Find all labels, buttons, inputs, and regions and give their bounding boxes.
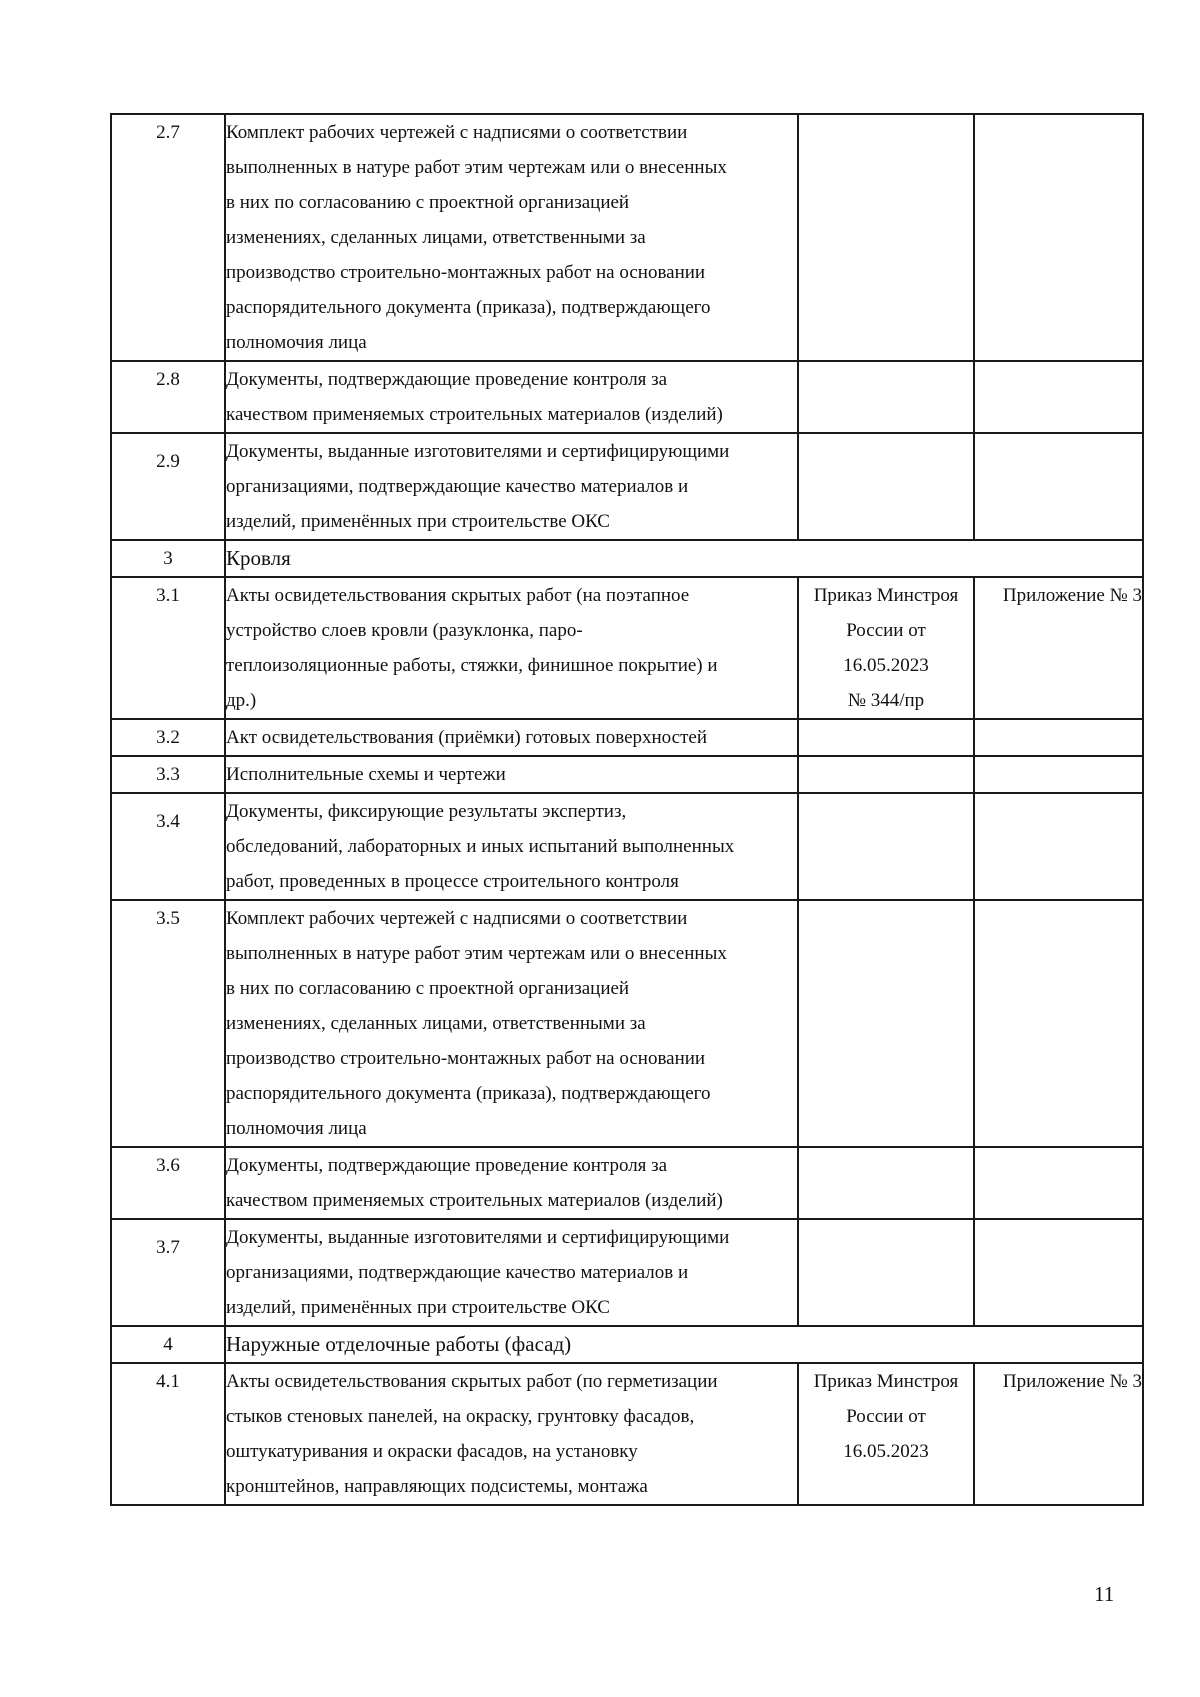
- regulation-line: России от: [846, 1406, 926, 1427]
- description-line: изделий, применённых при строительстве ОКС: [226, 511, 610, 532]
- regulation-reference: [798, 1147, 974, 1219]
- regulation-reference: [798, 793, 974, 900]
- description-line: производство строительно-монтажных работ на основании: [226, 262, 706, 283]
- document-description: [225, 900, 798, 1147]
- row-number: 2.9: [111, 433, 225, 540]
- document-description: [225, 1147, 798, 1219]
- table-row: [111, 433, 1143, 540]
- description-line: кронштейнов, направляющих подсистемы, монтажа: [226, 1476, 648, 1497]
- document-description: [225, 1219, 798, 1326]
- description-line: выполненных в натуре работ этим чертежам или о внесенных: [226, 157, 727, 178]
- document-description: [225, 577, 798, 719]
- row-number: 3.5: [111, 900, 225, 1147]
- regulation-reference: [798, 900, 974, 1147]
- section-title: Кровля: [225, 540, 1143, 577]
- description-line: распорядительного документа (приказа), подтверждающего: [226, 1083, 711, 1104]
- description-line: Акт освидетельствования (приёмки) готовых поверхностей: [226, 727, 707, 748]
- row-number: 3.2: [111, 719, 225, 756]
- section-title: Наружные отделочные работы (фасад): [225, 1326, 1143, 1363]
- appendix-reference: [974, 793, 1143, 900]
- table-row: [111, 114, 1143, 361]
- table-row: [111, 1219, 1143, 1326]
- row-number: 3.6: [111, 1147, 225, 1219]
- description-line: Документы, подтверждающие проведение контроля за: [226, 1155, 668, 1176]
- description-line: изменениях, сделанных лицами, ответственными за: [226, 1013, 646, 1034]
- row-number: 2.8: [111, 361, 225, 433]
- row-number: 4: [111, 1326, 225, 1363]
- table-row: [111, 540, 1143, 577]
- description-line: организациями, подтверждающие качество материалов и: [226, 476, 689, 497]
- regulation-line: Приказ Минстроя: [813, 585, 959, 606]
- row-number: 3.4: [111, 793, 225, 900]
- description-line: работ, проведенных в процессе строительного контроля: [226, 871, 679, 892]
- document-description: [225, 1363, 798, 1505]
- description-line: организациями, подтверждающие качество материалов и: [226, 1262, 689, 1283]
- regulation-reference: [798, 114, 974, 361]
- table-row: [111, 1326, 1143, 1363]
- description-line: Комплект рабочих чертежей с надписями о соответствии: [226, 122, 688, 143]
- appendix-reference: [974, 433, 1143, 540]
- document-description: [225, 793, 798, 900]
- appendix-reference: Приложение № 3: [974, 577, 1143, 719]
- description-line: Исполнительные схемы и чертежи: [226, 764, 506, 785]
- description-line: Документы, фиксирующие результаты экспертиз,: [226, 801, 627, 822]
- description-line: теплоизоляционные работы, стяжки, финишное покрытие) и: [226, 655, 718, 676]
- document-description: [225, 114, 798, 361]
- row-number: 3: [111, 540, 225, 577]
- regulation-line: № 344/пр: [847, 690, 925, 711]
- description-line: Комплект рабочих чертежей с надписями о соответствии: [226, 908, 688, 929]
- description-line: Документы, подтверждающие проведение контроля за: [226, 369, 668, 390]
- document-description: [225, 756, 798, 793]
- appendix-reference: [974, 900, 1143, 1147]
- row-number: 4.1: [111, 1363, 225, 1505]
- description-line: обследований, лабораторных и иных испытаний выполненных: [226, 836, 735, 857]
- table-row: [111, 756, 1143, 793]
- document-description: [225, 433, 798, 540]
- description-line: полномочия лица: [226, 1118, 367, 1139]
- description-line: др.): [226, 690, 257, 711]
- description-line: Документы, выданные изготовителями и сертифицирующими: [226, 1227, 730, 1248]
- row-number: 3.1: [111, 577, 225, 719]
- table-row: [111, 361, 1143, 433]
- regulation-reference: [798, 1363, 974, 1505]
- regulation-reference: [798, 433, 974, 540]
- description-line: качеством применяемых строительных материалов (изделий): [226, 404, 723, 425]
- document-description: [225, 719, 798, 756]
- description-line: Акты освидетельствования скрытых работ (на поэтапное: [226, 585, 690, 606]
- regulation-line: Приказ Минстроя: [813, 1371, 959, 1392]
- description-line: в них по согласованию с проектной организацией: [226, 192, 630, 213]
- appendix-reference: [974, 114, 1143, 361]
- table-row: [111, 1147, 1143, 1219]
- description-line: в них по согласованию с проектной организацией: [226, 978, 630, 999]
- description-line: производство строительно-монтажных работ на основании: [226, 1048, 706, 1069]
- regulation-reference: [798, 756, 974, 793]
- appendix-reference: [974, 756, 1143, 793]
- regulation-reference: [798, 361, 974, 433]
- table-row: [111, 719, 1143, 756]
- regulation-line: 16.05.2023: [843, 1441, 929, 1462]
- description-line: качеством применяемых строительных материалов (изделий): [226, 1190, 723, 1211]
- regulation-line: 16.05.2023: [843, 655, 929, 676]
- regulation-reference: [798, 577, 974, 719]
- description-line: полномочия лица: [226, 332, 367, 353]
- appendix-reference: Приложение № 3: [974, 1363, 1143, 1505]
- page-number: 11: [1094, 1582, 1115, 1606]
- appendix-reference: [974, 719, 1143, 756]
- description-line: изменениях, сделанных лицами, ответственными за: [226, 227, 646, 248]
- table-row: [111, 793, 1143, 900]
- row-number: 3.3: [111, 756, 225, 793]
- description-line: оштукатуривания и окраски фасадов, на установку: [226, 1441, 638, 1462]
- description-line: Документы, выданные изготовителями и сертифицирующими: [226, 441, 730, 462]
- appendix-reference: [974, 1219, 1143, 1326]
- appendix-reference: [974, 361, 1143, 433]
- description-line: Акты освидетельствования скрытых работ (по герметизации: [226, 1371, 718, 1392]
- description-line: стыков стеновых панелей, на окраску, грунтовку фасадов,: [226, 1406, 695, 1427]
- appendix-reference: [974, 1147, 1143, 1219]
- document-description: [225, 361, 798, 433]
- description-line: распорядительного документа (приказа), подтверждающего: [226, 297, 711, 318]
- regulation-reference: [798, 719, 974, 756]
- regulation-reference: [798, 1219, 974, 1326]
- table-row: [111, 1363, 1143, 1505]
- row-number: 2.7: [111, 114, 225, 361]
- description-line: выполненных в натуре работ этим чертежам или о внесенных: [226, 943, 727, 964]
- document-table: [110, 113, 1144, 1506]
- table-row: [111, 577, 1143, 719]
- description-line: изделий, применённых при строительстве ОКС: [226, 1297, 610, 1318]
- row-number: 3.7: [111, 1219, 225, 1326]
- regulation-line: России от: [846, 620, 926, 641]
- table-row: [111, 900, 1143, 1147]
- description-line: устройство слоев кровли (разуклонка, паро-: [226, 620, 583, 641]
